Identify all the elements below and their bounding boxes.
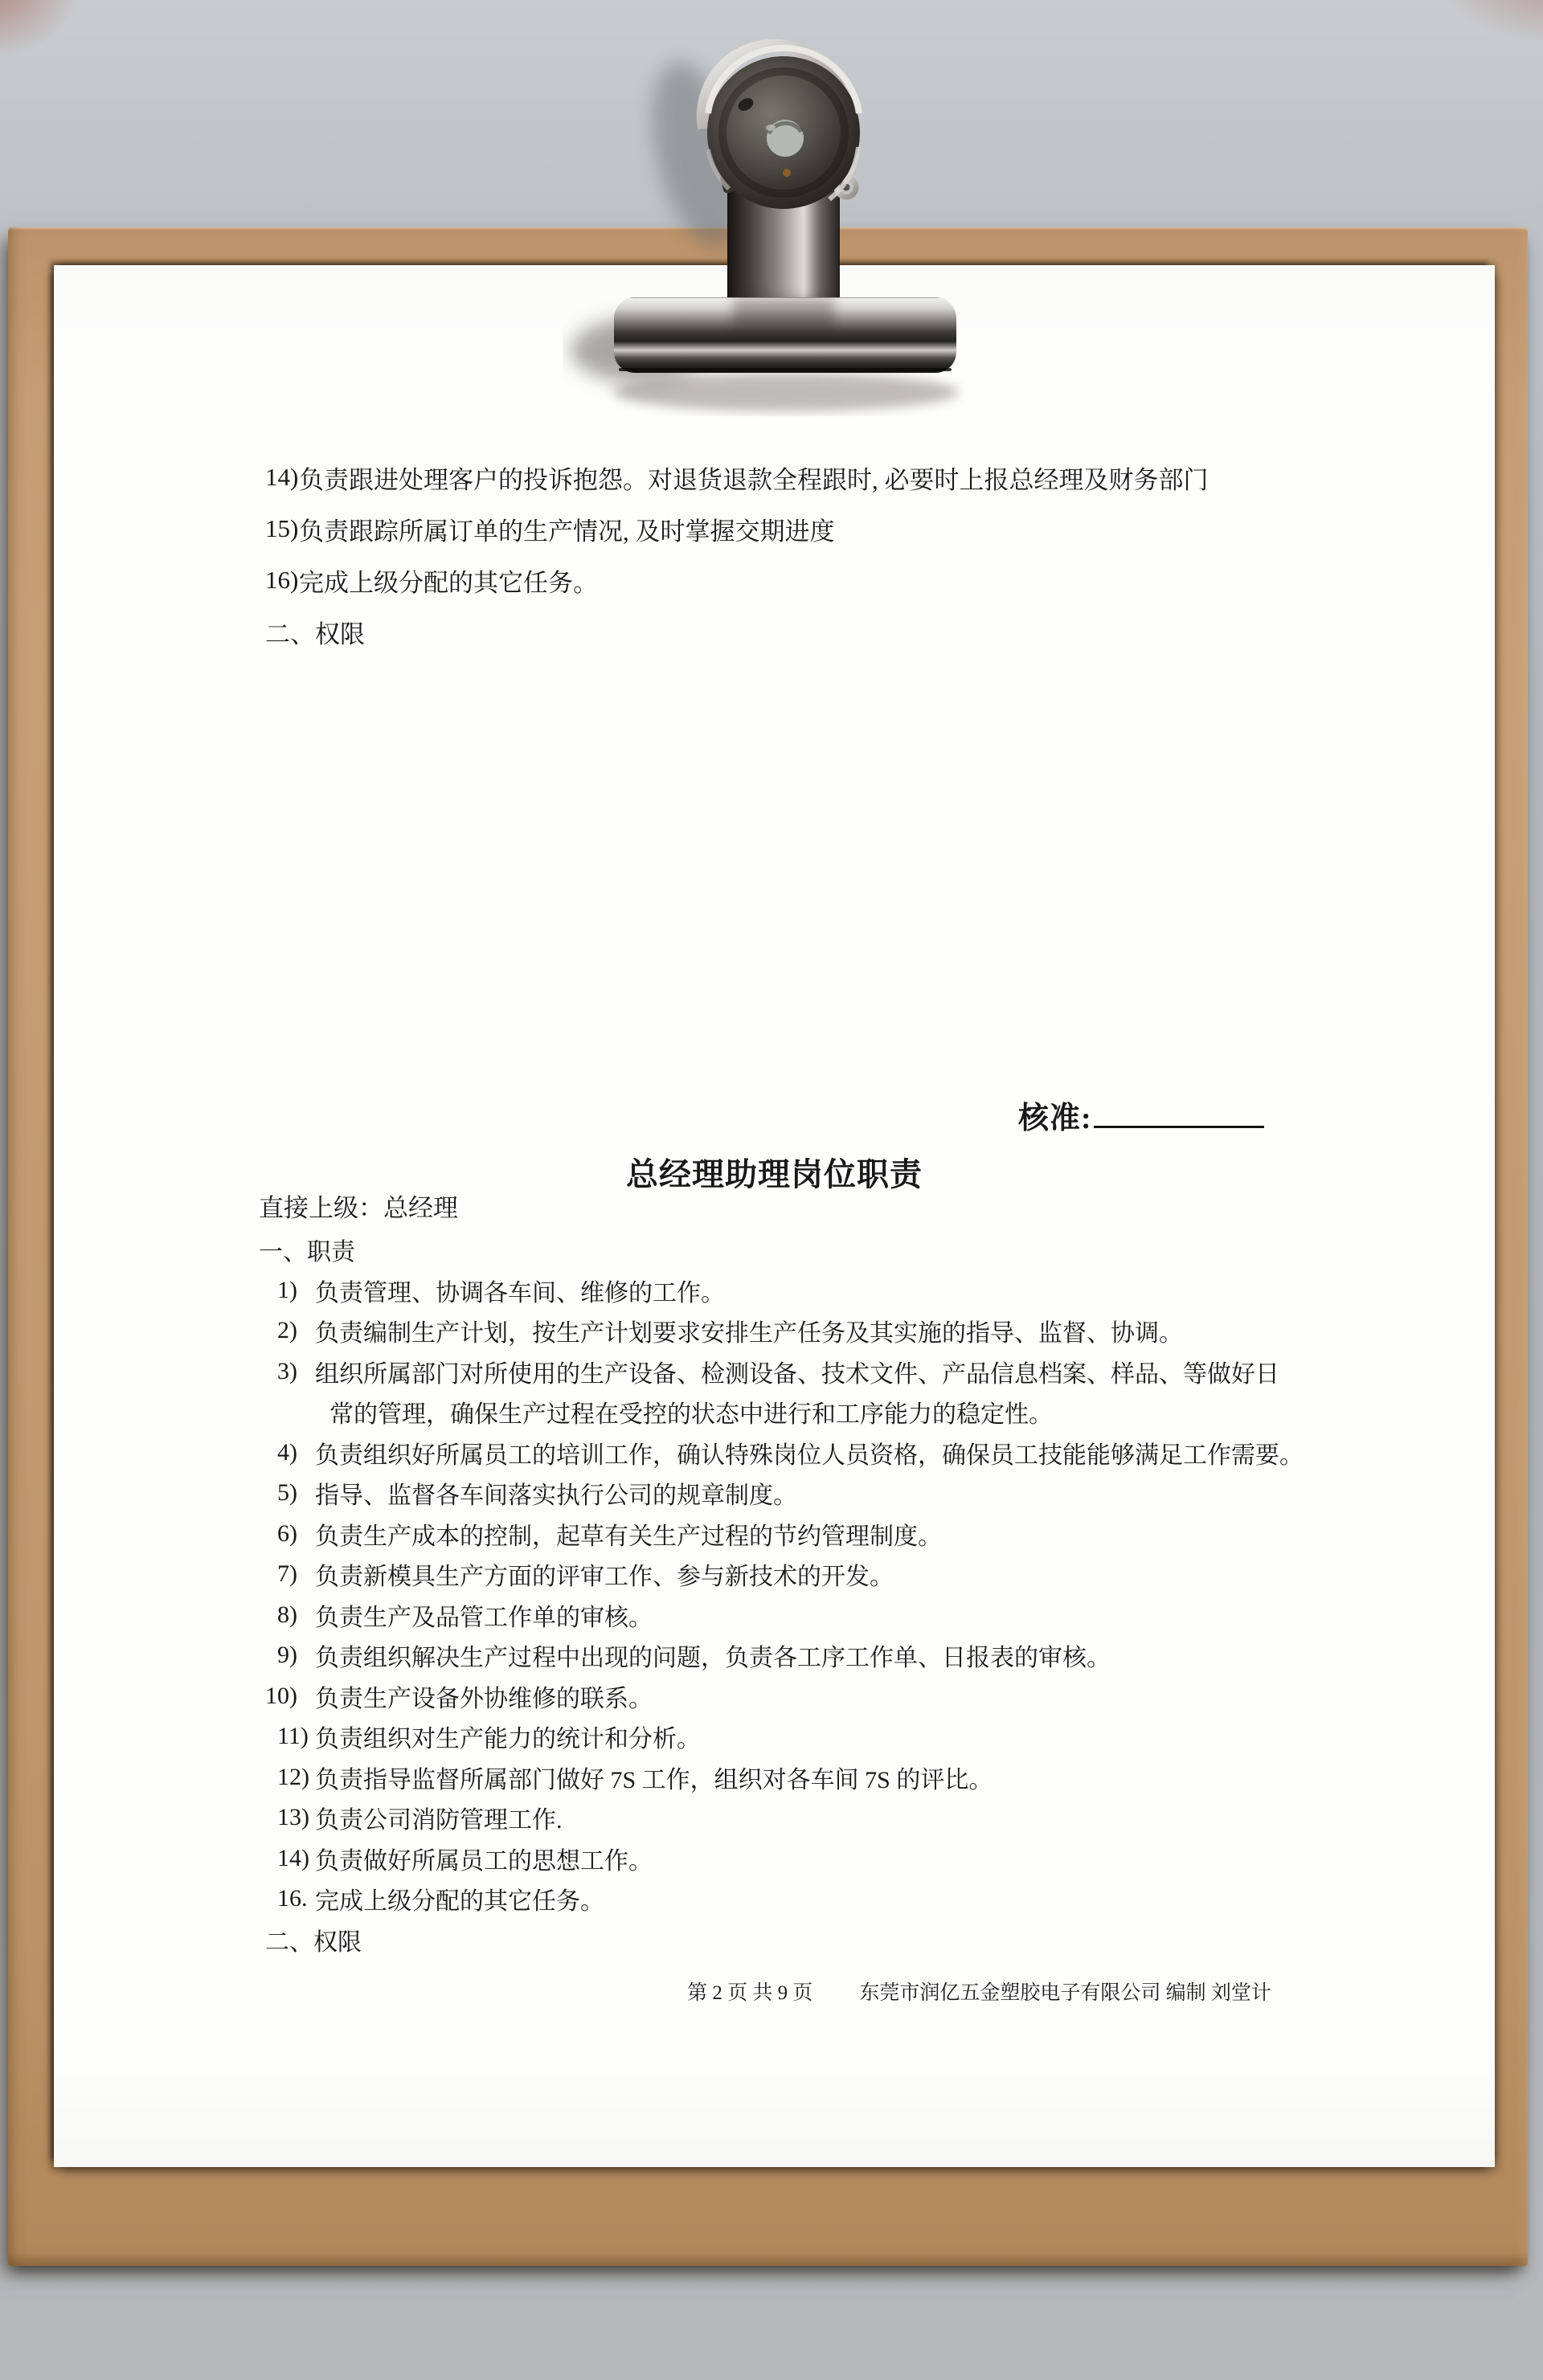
list-item [54, 1879, 1495, 1920]
item-number: 11) [277, 1723, 309, 1750]
item-number: 10) [265, 1682, 297, 1709]
page-title: 总经理助理岗位职责 [626, 1156, 923, 1192]
list-item [54, 1716, 1495, 1757]
item-text: 负责新模具生产方面的评审工作、参与新技术的开发。 [315, 1564, 894, 1591]
clip-bar-edge [619, 368, 952, 371]
section-heading-text: 一、职责 [259, 1239, 355, 1266]
list-item [54, 1676, 1495, 1717]
list-item [54, 1473, 1495, 1514]
item-text: 完成上级分配的其它任务。 [315, 1888, 604, 1916]
section-heading-text: 二、权限 [265, 1928, 362, 1956]
item-number: 3) [277, 1357, 297, 1384]
approval-blank-line [1094, 1098, 1264, 1128]
section-heading-authority [54, 606, 1495, 657]
item-text: 负责组织解决生产过程中出现的问题，负责各工序工作单、日报表的审核。 [315, 1645, 1111, 1672]
clip-hole-glint [766, 125, 776, 131]
list-item [54, 503, 1495, 554]
item-number: 12) [277, 1763, 309, 1790]
item-text: 负责跟踪所属订单的生产情况, 及时掌握交期进度 [299, 517, 835, 546]
item-text: 负责生产成本的控制，起草有关生产过程的节约管理制度。 [315, 1523, 942, 1550]
list-item [54, 1595, 1495, 1636]
item-number: 6) [277, 1519, 297, 1547]
reports-to-line: 直接上级：总经理 [259, 1194, 458, 1222]
item-text: 负责跟进处理客户的投诉抱怨。对退货退款全程跟时, 必要时上报总经理及财务部门 [299, 465, 1209, 494]
list-item [54, 1311, 1495, 1352]
item-text: 负责公司消防管理工作. [315, 1807, 563, 1834]
duties-section [54, 1229, 1495, 1960]
item-number: 14) [265, 463, 299, 491]
binder-clip-icon [563, 14, 980, 416]
list-item [54, 1757, 1495, 1798]
company-credit: 东莞市润亿五金塑胶电子有限公司 编制 刘堂计 [859, 1982, 1271, 2004]
document-page [54, 265, 1495, 2167]
previous-section [54, 452, 1495, 657]
item-number: 1) [277, 1276, 297, 1303]
list-item [54, 1433, 1495, 1474]
item-number: 7) [277, 1560, 297, 1588]
clip-bar-neck-shadow [733, 297, 834, 328]
item-text: 指导、监督各车间落实执行公司的规章制度。 [315, 1482, 797, 1510]
item-text: 完成上级分配的其它任务。 [299, 568, 598, 597]
clip-amber-dot [783, 169, 791, 177]
item-text: 负责组织好所属员工的培训工作，确认特殊岗位人员资格，确保员工技能能够满足工作需要。 [315, 1441, 1304, 1469]
item-text: 负责指导监督所属部门做好 7S 工作，组织对各车间 7S 的评比。 [315, 1766, 993, 1793]
list-item [54, 1635, 1495, 1676]
section-heading-duties [54, 1229, 1495, 1270]
list-item [54, 1352, 1495, 1392]
approval-row [1018, 1093, 1264, 1137]
item-text: 负责生产设备外协维修的联系。 [315, 1685, 653, 1712]
clip-shadow [613, 373, 959, 411]
list-item [54, 1270, 1495, 1311]
list-item [54, 554, 1495, 606]
item-number: 2) [277, 1317, 297, 1344]
page-footer [259, 1977, 1543, 2006]
item-number: 4) [277, 1438, 297, 1466]
section-heading-authority [54, 1920, 1495, 1961]
item-number: 5) [277, 1479, 297, 1507]
item-text: 负责组织对生产能力的统计和分析。 [315, 1726, 701, 1753]
item-number: 16. [277, 1885, 308, 1912]
item-number: 13) [277, 1804, 309, 1831]
item-number: 16) [265, 566, 299, 594]
item-number: 15) [265, 514, 299, 542]
item-number: 8) [277, 1601, 297, 1628]
item-text: 负责管理、协调各车间、维修的工作。 [315, 1279, 725, 1307]
item-text: 常的管理，确保生产过程在受控的状态中进行和工序能力的稳定性。 [329, 1401, 1053, 1429]
item-text: 负责编制生产计划，按生产计划要求安排生产任务及其实施的指导、监督、协调。 [315, 1320, 1183, 1347]
item-number: 14) [277, 1844, 309, 1871]
item-text: 负责生产及品管工作单的审核。 [315, 1604, 653, 1631]
item-text: 组织所属部门对所使用的生产设备、检测设备、技术文件、产品信息档案、样品、等做好日 [315, 1360, 1279, 1388]
section-heading-text: 二、权限 [265, 620, 365, 648]
item-text: 负责做好所属员工的思想工作。 [315, 1847, 653, 1875]
approval-label: 核准: [1018, 1102, 1092, 1135]
list-item [54, 452, 1495, 503]
list-item [54, 1554, 1495, 1595]
list-item-continuation [54, 1392, 1495, 1433]
list-item [54, 1514, 1495, 1555]
list-item [54, 1797, 1495, 1838]
page-number: 第 2 页 共 9 页 [687, 1982, 813, 2004]
list-item [54, 1838, 1495, 1879]
item-number: 9) [277, 1642, 297, 1669]
